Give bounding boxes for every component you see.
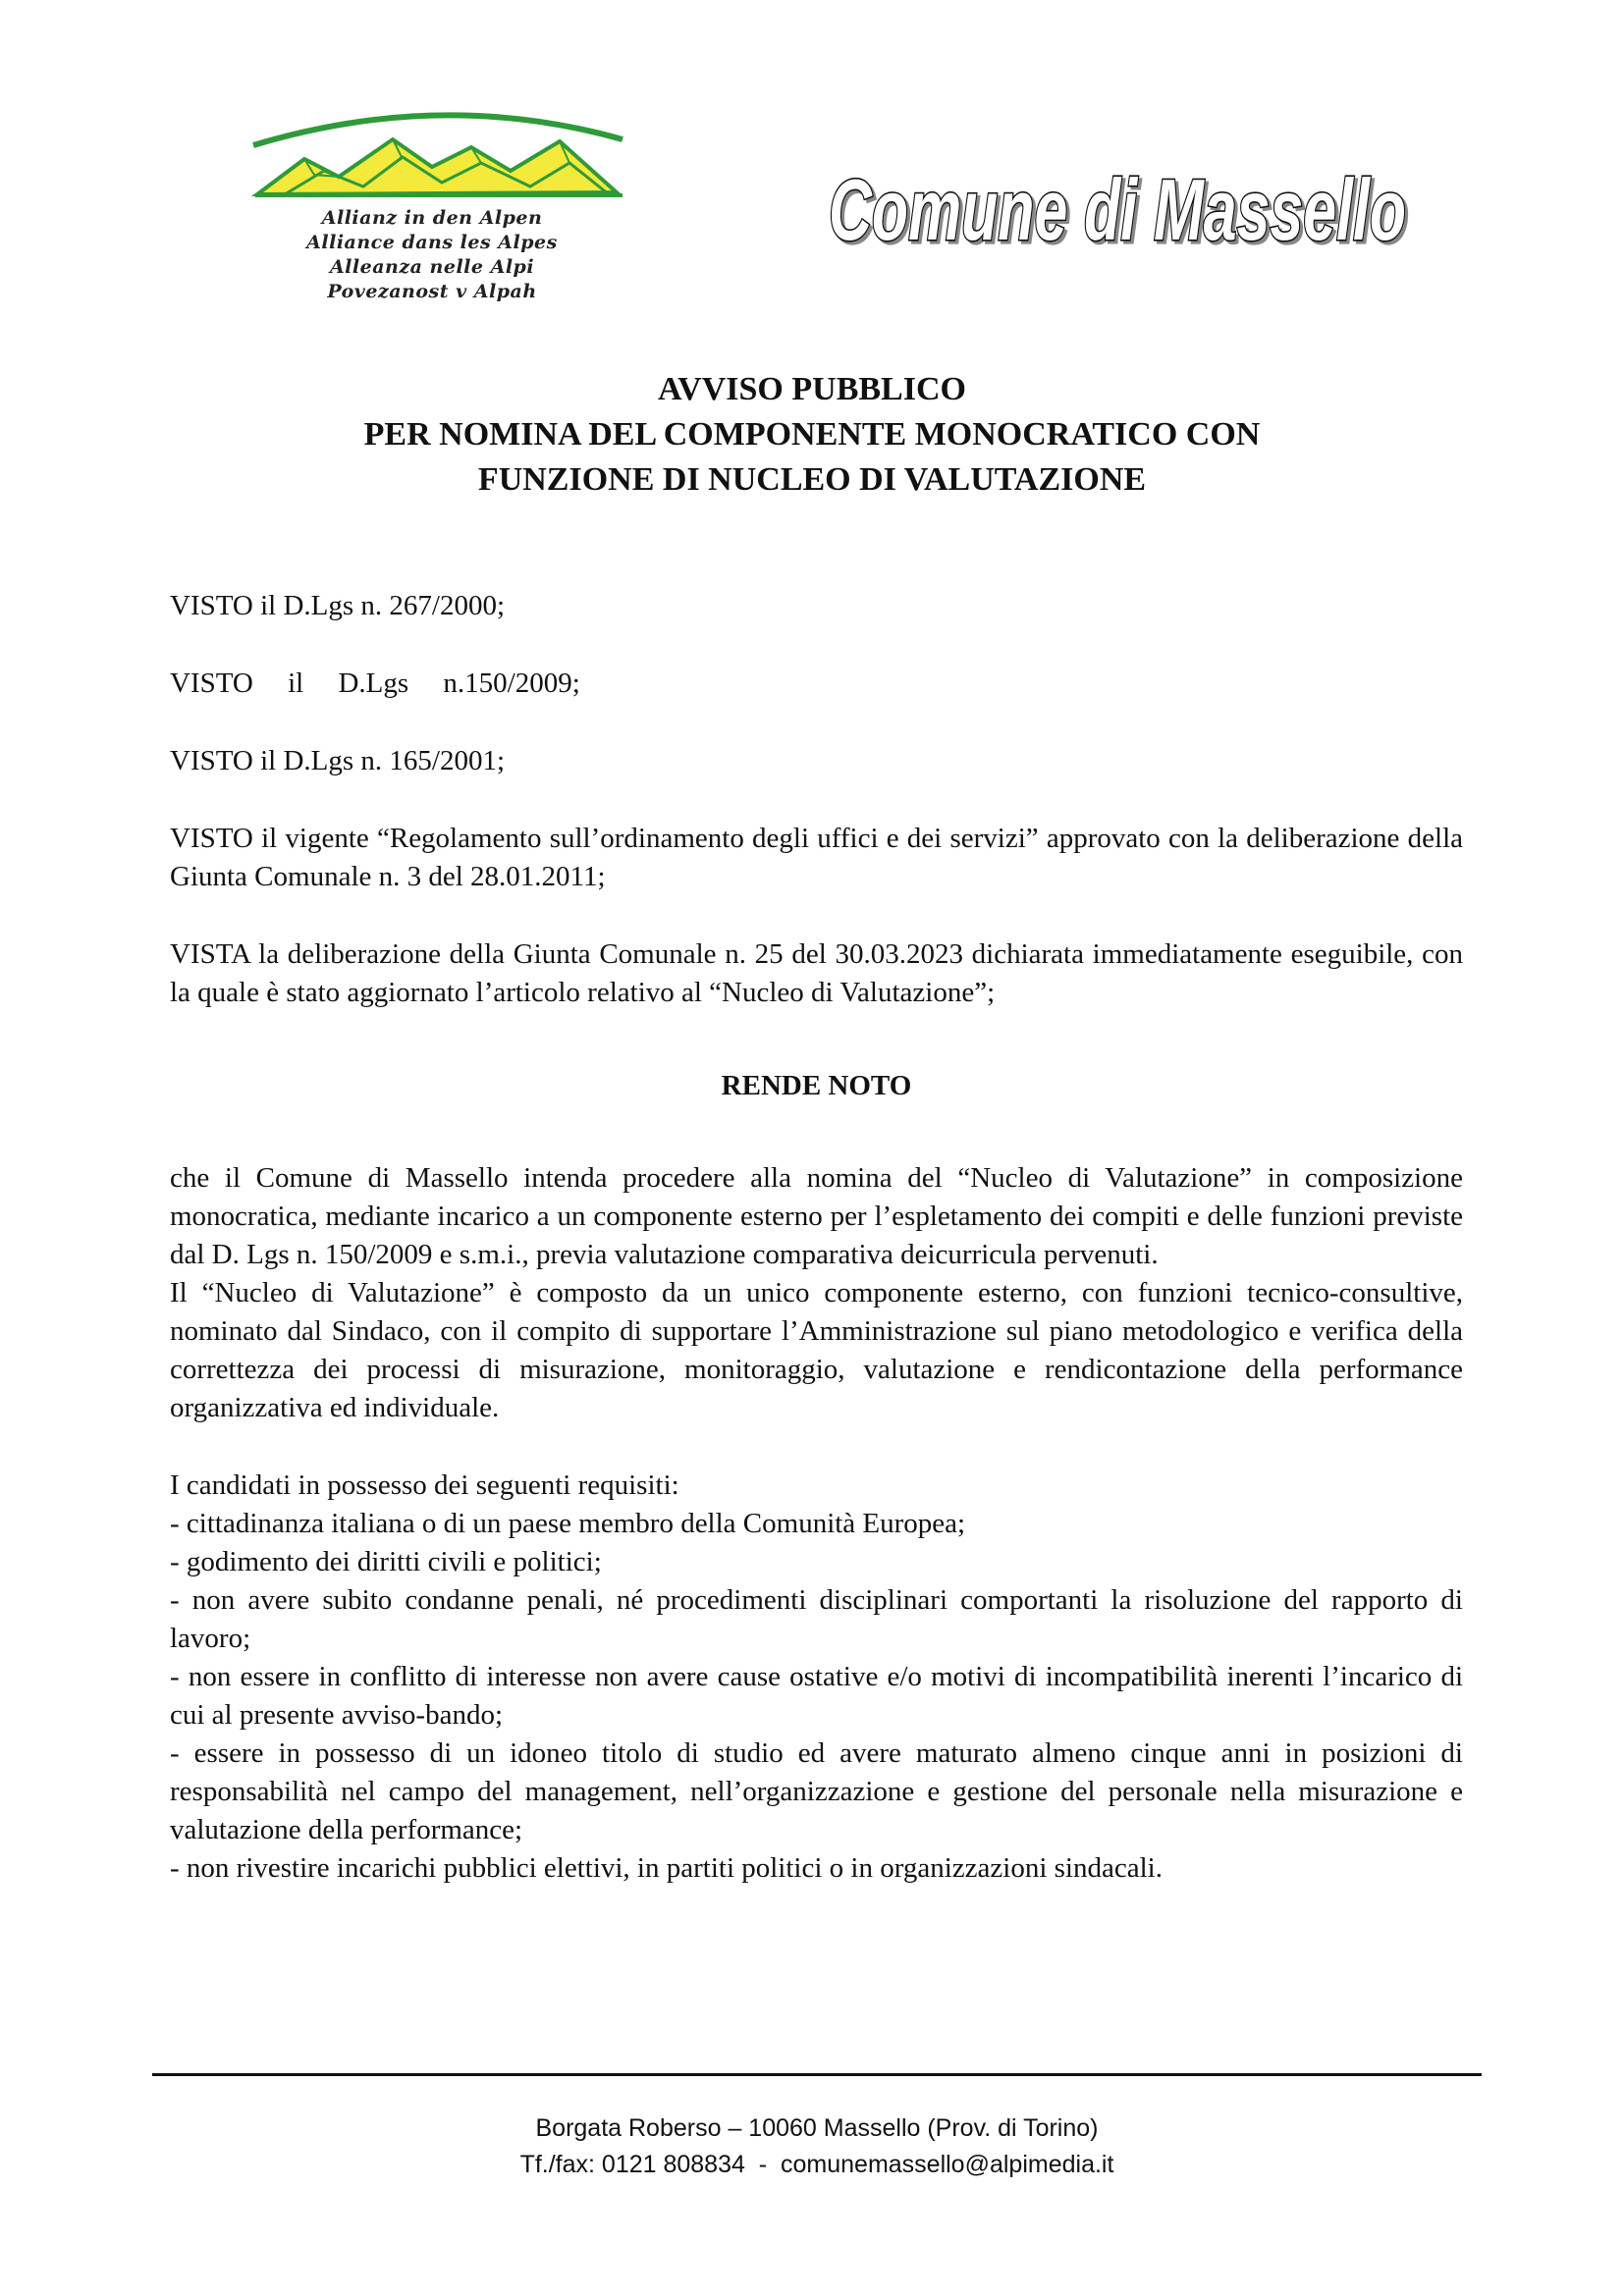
premise-deliberation: VISTA la deliberazione della Giunta Comunale n. 25 del 30.03.2023 dichiarata immediatamente eseguibile, con la quale è stato aggiornato l’articolo relativo al “Nucleo di Valutazione”;	[170, 938, 1463, 1008]
alliance-logo	[245, 98, 638, 309]
requirement-item: - non essere in conflitto di interesse non avere cause ostative e/o motivi di incompatibilità inerenti l’incarico di cui al presente avviso-bando;	[170, 1661, 1463, 1731]
footer-divider	[152, 2073, 1482, 2076]
requirements-intro: I candidati in possesso dei seguenti requisiti:	[170, 1469, 679, 1501]
requirement-item: - godimento dei diritti civili e politici;	[170, 1546, 602, 1577]
title-line: PER NOMINA DEL COMPONENTE MONOCRATICO CON	[363, 416, 1261, 453]
premise-regulation: VISTO il vigente “Regolamento sull’ordinamento degli uffici e dei servizi” approvato con la deliberazione della Giunta Comunale n. 3 del 28.01.2011;	[170, 823, 1463, 892]
premise-dlgs-267: VISTO il D.Lgs n. 267/2000;	[170, 590, 506, 621]
mountains-icon	[245, 98, 638, 206]
footer	[152, 2110, 1482, 2183]
requirement-item: - essere in possesso di un idoneo titolo di studio ed avere maturato almeno cinque anni in posizioni di responsabilità nel campo del management, nell’organizzazione e gestione del personale nella misurazione e valutazione della performance;	[170, 1737, 1463, 1845]
premise-dlgs-165: VISTO il D.Lgs n. 165/2001;	[170, 745, 506, 776]
document-body	[170, 587, 1463, 1888]
title-line: AVVISO PUBBLICO	[658, 371, 966, 407]
logo-line-italian: Alleanza nelle Alpi	[329, 256, 535, 278]
notice-paragraph: che il Comune di Massello intenda procedere alla nomina del “Nucleo di Valutazione” in composizione monocratica, mediante incarico a un componente esterno per l’espletamento dei compiti e delle funzioni previste dal D. Lgs n. 150/2009 e s.m.i., previa valutazione comparativa deicurricula pervenuti.	[170, 1162, 1463, 1270]
requirement-item: - non rivestire incarichi pubblici elettivi, in partiti politici o in organizzazioni sindacali.	[170, 1852, 1163, 1884]
requirement-item: - cittadinanza italiana o di un paese membro della Comunità Europea;	[170, 1508, 966, 1539]
logo-line-slovenian: Povezanost v Alpah	[327, 281, 537, 302]
logo-line-german: Allianz in den Alpen	[321, 207, 543, 229]
document-title	[196, 367, 1428, 503]
title-line: FUNZIONE DI NUCLEO DI VALUTAZIONE	[477, 461, 1147, 498]
nucleus-description: Il “Nucleo di Valutazione” è composto da un unico componente esterno, con funzioni tecnico-consultive, nominato dal Sindaco, con il compito di supportare l’Amministrazione sul piano metodologico e verifica della correttezza dei processi di misurazione, monitoraggio, valutazione e rendicontazione della performance organizzativa ed individuale.	[170, 1277, 1463, 1423]
requirement-item: - non avere subito condanne penali, né procedimenti disciplinari comportanti la risoluzione del rapporto di lavoro;	[170, 1584, 1463, 1654]
wordmark-text: Comune di Massello	[829, 161, 1406, 258]
premise-dlgs-150: VISTO il D.Lgs n.150/2009;	[170, 667, 580, 699]
footer-contact: Tf./fax: 0121 808834 - comunemassello@alpimedia.it	[519, 2151, 1114, 2178]
municipality-wordmark	[823, 149, 1412, 257]
section-heading: RENDE NOTO	[721, 1070, 912, 1101]
footer-address: Borgata Roberso – 10060 Massello (Prov. di Torino)	[535, 2114, 1099, 2142]
logo-line-french: Alliance dans les Alpes	[306, 232, 558, 253]
